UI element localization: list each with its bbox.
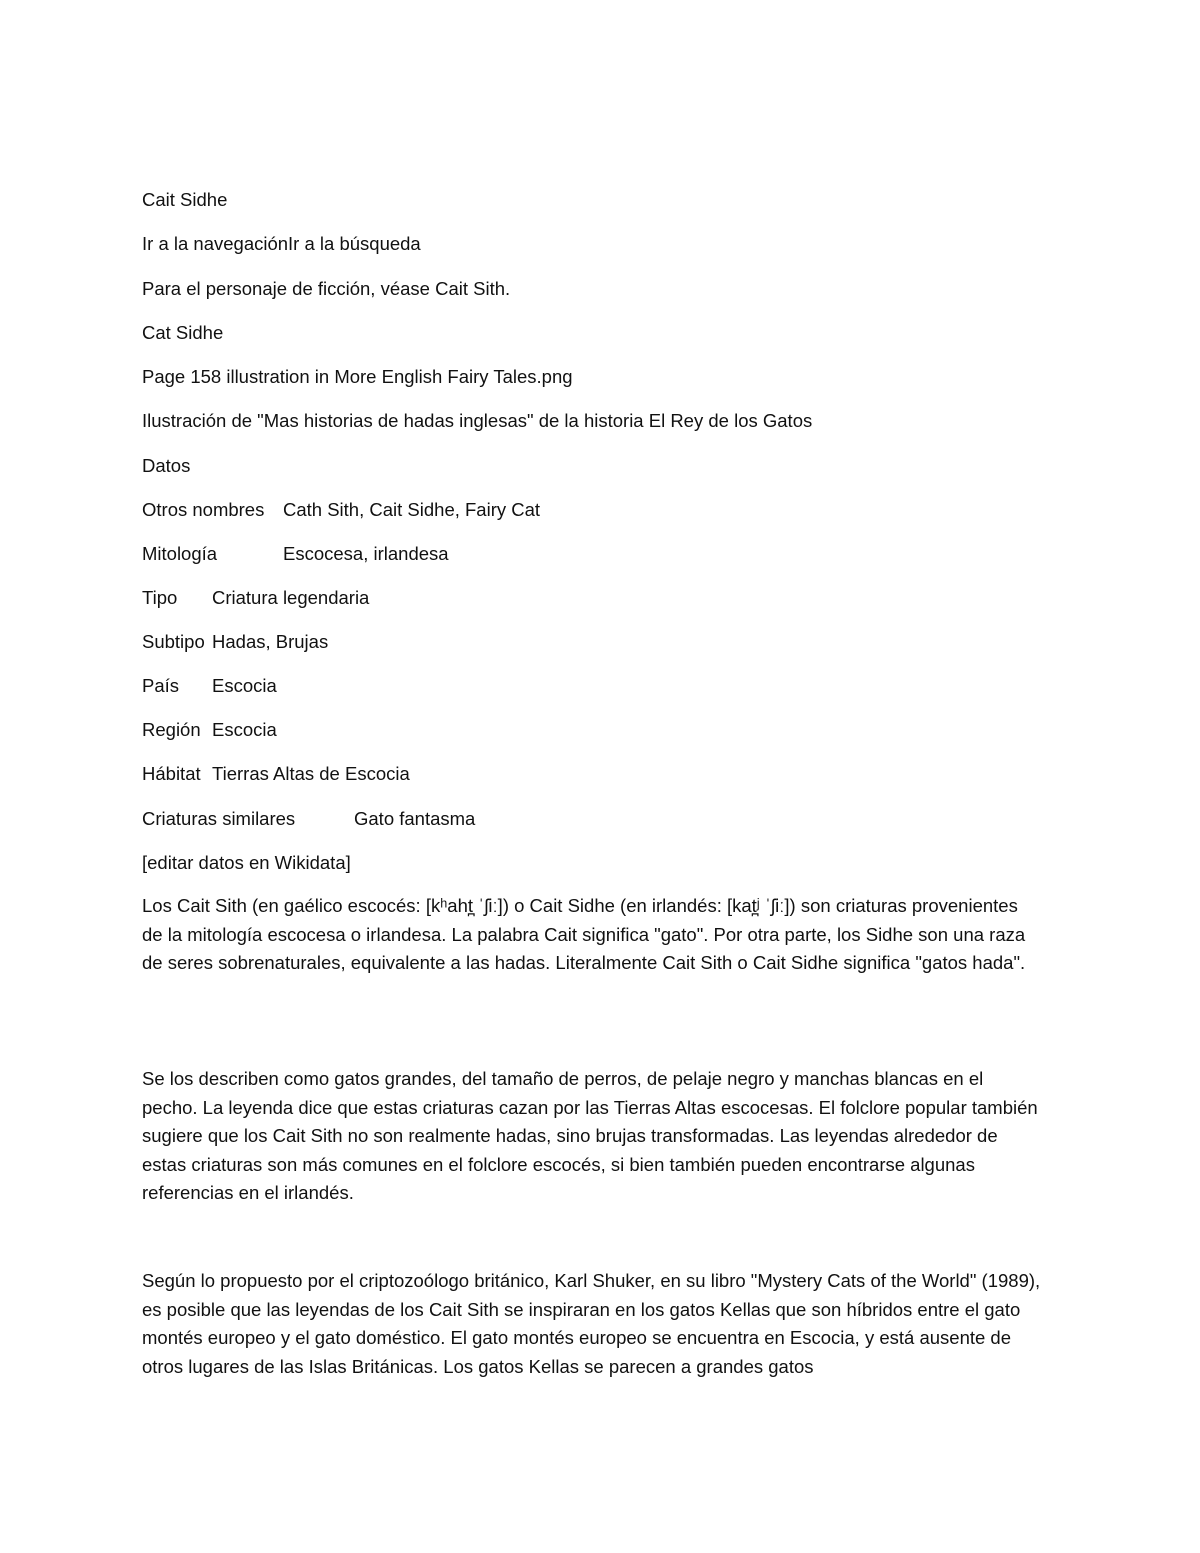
infobox-name: Cat Sidhe — [142, 322, 224, 343]
body-paragraph: Según lo propuesto por el criptozoólogo británico, Karl Shuker, en su libro "Mystery Cats of the World" (1989), es posible que las leyendas de los Cait Sith se inspiraran en los gatos Kellas que son híbridos entre el gato montés europeo y el gato doméstico. El gato montés europeo se encuentra en Escocia, y está ausente de otros lugares de las Islas Británicas. Los gatos Kellas se parecen a grandes gatos — [142, 1270, 1041, 1377]
wikidata-edit-link[interactable]: [editar datos en Wikidata] — [142, 852, 351, 873]
infobox-row-value: Cath Sith, Cait Sidhe, Fairy Cat — [283, 499, 541, 520]
nav-links[interactable]: Ir a la navegaciónIr a la búsqueda — [142, 233, 421, 254]
infobox-row-label: Criaturas similares — [142, 808, 296, 829]
infobox-row-value: Escocia — [212, 675, 277, 696]
infobox-image-file: Page 158 illustration in More English Fairy Tales.png — [142, 366, 573, 387]
infobox-row-label: Hábitat — [142, 763, 201, 784]
disambiguation-note: Para el personaje de ficción, véase Cait Sith. — [142, 278, 511, 299]
infobox-row-label: Subtipo — [142, 631, 205, 652]
infobox-row-value: Tierras Altas de Escocia — [212, 763, 410, 784]
infobox-row-value: Criatura legendaria — [212, 587, 370, 608]
infobox-row-label: Tipo — [142, 587, 178, 608]
body-paragraph: Los Cait Sith (en gaélico escocés: [kʰaht̪ ˈʃiː]) o Cait Sidhe (en irlandés: [kat̪ʲ ˈʃiː]) son criaturas provenientes de la mitología escocesa o irlandesa. La palabra Cait significa "gato". Por otra parte, los Sidhe son una raza de seres sobrenaturales, equivalente a las hadas. Literalmente Cait Sith o Cait Sidhe significa "gatos hada". — [142, 895, 1026, 973]
infobox-section-heading: Datos — [142, 455, 191, 476]
page-title: Cait Sidhe — [142, 189, 228, 210]
infobox-row-value: Escocesa, irlandesa — [283, 543, 449, 564]
infobox-caption: Ilustración de "Mas historias de hadas inglesas" de la historia El Rey de los Gatos — [142, 410, 813, 431]
infobox-row-label: País — [142, 675, 180, 696]
infobox-row-label: Mitología — [142, 543, 218, 564]
infobox-row-value: Hadas, Brujas — [212, 631, 329, 652]
infobox-row-value: Gato fantasma — [354, 808, 476, 829]
body-paragraph: Se los describen como gatos grandes, del tamaño de perros, de pelaje negro y manchas blancas en el pecho. La leyenda dice que estas criaturas cazan por las Tierras Altas escocesas. El folclore popular también sugiere que los Cait Sith no son realmente hadas, sino brujas transformadas. Las leyendas alrededor de estas criaturas son más comunes en el folclore escocés, si bien también pueden encontrarse algunas referencias en el irlandés. — [142, 1068, 1038, 1203]
infobox-row-label: Otros nombres — [142, 499, 265, 520]
infobox-row-value: Escocia — [212, 719, 277, 740]
infobox-row-label: Región — [142, 719, 201, 740]
